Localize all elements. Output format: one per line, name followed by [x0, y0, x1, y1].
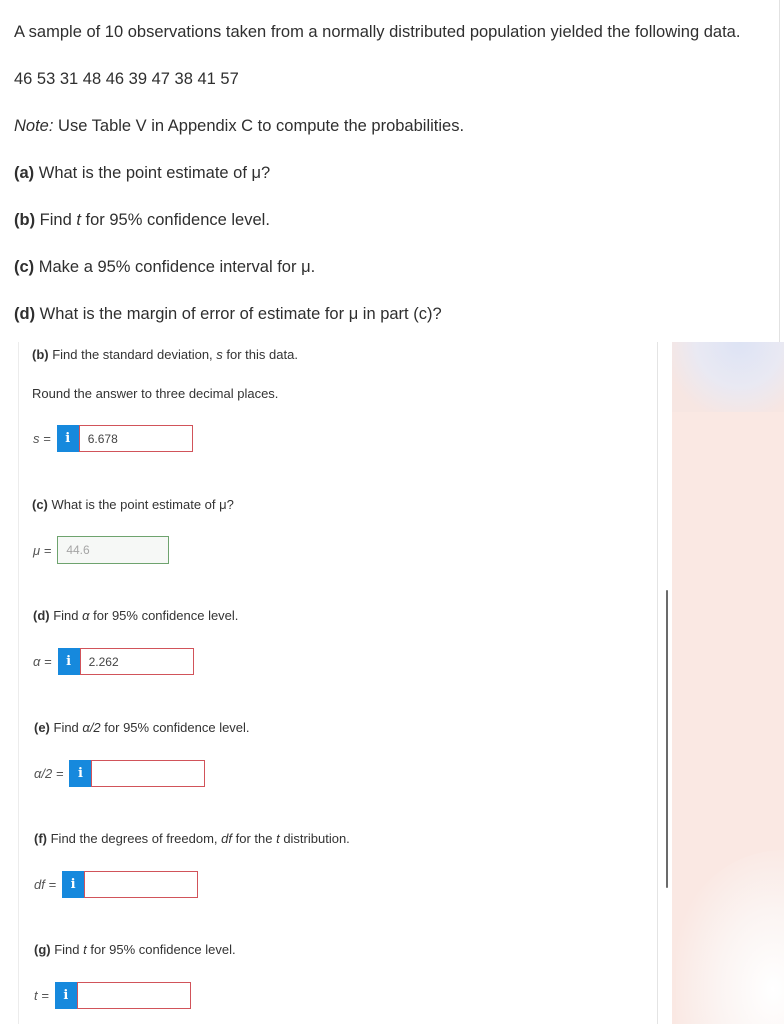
round-note: Round the answer to three decimal places. [32, 386, 279, 401]
problem-data: 46 53 31 48 46 39 47 38 41 57 [14, 70, 239, 88]
mu-input[interactable]: 44.6 [57, 536, 169, 564]
alpha-label: α = [33, 654, 52, 669]
question-f-label: (f) Find the degrees of freedom, df for the t distribution. [34, 831, 350, 846]
question-d-label: (d) Find α for 95% confidence level. [33, 608, 239, 623]
answer-row-df [34, 871, 198, 898]
question-g-label: (g) Find t for 95% confidence level. [34, 942, 236, 957]
problem-statement [0, 0, 780, 342]
question-e-label: (e) Find α/2 for 95% confidence level. [34, 720, 250, 735]
problem-intro: A sample of 10 observations taken from a normally distributed population yielded the following data. [14, 23, 741, 41]
problem-part-d: (d) What is the margin of error of estimate for μ in part (c)? [14, 305, 442, 323]
info-icon[interactable]: i [57, 425, 79, 452]
answer-row-alpha-half [34, 760, 205, 787]
problem-part-c: (c) Make a 95% confidence interval for μ. [14, 258, 316, 276]
problem-note: Note: Use Table V in Appendix C to compute the probabilities. [14, 117, 465, 135]
problem-part-b: (b) Find t for 95% confidence level. [14, 211, 270, 229]
answer-row-mu [33, 536, 169, 564]
info-icon[interactable]: i [58, 648, 80, 675]
df-input[interactable] [84, 871, 198, 898]
info-icon[interactable]: i [62, 871, 84, 898]
panel-left-edge [18, 342, 19, 1024]
question-b-label: (b) Find the standard deviation, s for this data. [32, 347, 298, 362]
df-label: df = [34, 877, 57, 892]
s-label: s = [33, 431, 51, 446]
t-label: t = [34, 988, 49, 1003]
alpha-half-input[interactable] [91, 760, 205, 787]
answer-row-s [33, 425, 193, 452]
alpha-input[interactable]: 2.262 [80, 648, 194, 675]
question-c-label: (c) What is the point estimate of μ? [32, 497, 234, 512]
panel-right-edge [657, 342, 658, 1024]
answer-row-t [34, 982, 191, 1009]
problem-part-a: (a) What is the point estimate of μ? [14, 164, 271, 182]
t-input[interactable] [77, 982, 191, 1009]
scrollbar[interactable] [666, 590, 668, 888]
answer-row-alpha [33, 648, 194, 675]
background-decoration-top [672, 342, 784, 412]
info-icon[interactable]: i [55, 982, 77, 1009]
info-icon[interactable]: i [69, 760, 91, 787]
mu-label: μ = [33, 542, 52, 558]
s-input[interactable]: 6.678 [79, 425, 193, 452]
alpha-half-label: α/2 = [34, 766, 64, 781]
